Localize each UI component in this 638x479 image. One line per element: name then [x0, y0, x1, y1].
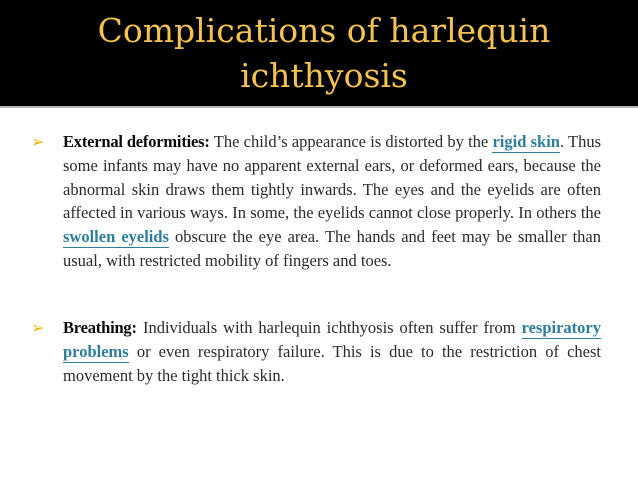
- label-colon: :: [131, 318, 137, 337]
- text-segment: The child’s appearance is distorted by the: [209, 132, 493, 151]
- text-segment: obscure the eye area. The hands and feet may be smaller than usual, with restricted mobility of fingers and toes.: [63, 227, 602, 270]
- title-band: [0, 0, 638, 108]
- bullet-arrow-icon: ➢: [31, 132, 45, 151]
- link-respiratory-problems[interactable]: respiratory problems: [63, 318, 601, 361]
- bullet-arrow-icon: ➢: [31, 318, 45, 337]
- text-segment: . Thus some infants may have no apparent external ears, or deformed ears, because the abnormal skin draws them tightly inwards. The eyes and the eyelids are often affected in various ways. In some, the eyelids cannot close properly. In others the: [63, 132, 602, 223]
- paragraph-external-deformities: [63, 130, 601, 273]
- paragraph-breathing: [63, 316, 601, 387]
- link-rigid-skin[interactable]: rigid skin: [492, 132, 560, 151]
- title-line-1: Complications of harlequin: [97, 11, 551, 50]
- title-line-2: ichthyosis: [240, 56, 408, 95]
- text-segment: or even respiratory failure. This is due to the restriction of chest movement by the tight thick skin.: [63, 341, 601, 385]
- label-external-deformities: External deformities: [63, 132, 205, 151]
- label-breathing: Breathing: [63, 318, 132, 337]
- text-segment: Individuals with harlequin ichthyosis often suffer from: [137, 318, 522, 337]
- label-colon: :: [204, 132, 210, 151]
- slide-title: [60, 8, 588, 98]
- link-swollen-eyelids[interactable]: swollen eyelids: [63, 227, 169, 247]
